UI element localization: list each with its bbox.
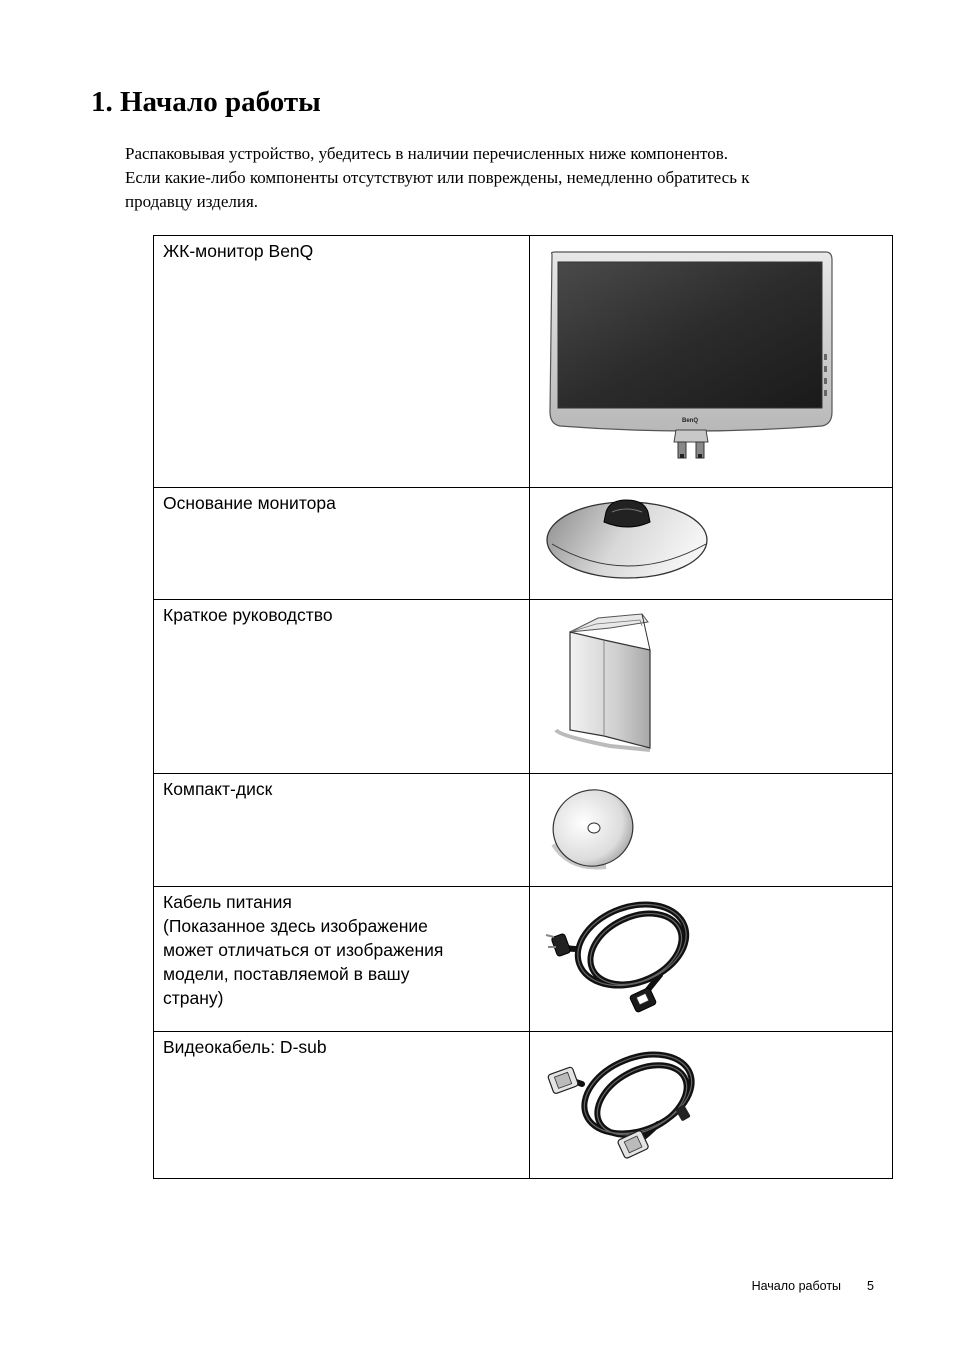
component-label: Компакт-диск bbox=[163, 779, 273, 799]
power-cable-image bbox=[530, 887, 892, 1032]
table-row bbox=[154, 488, 893, 600]
component-note-line: модели, поставляемой в вашу bbox=[163, 964, 410, 984]
intro-paragraph bbox=[125, 142, 865, 214]
component-label-cell bbox=[154, 1032, 530, 1179]
component-note-line: может отличаться от изображения bbox=[163, 940, 444, 960]
component-label-cell bbox=[154, 488, 530, 600]
components-table bbox=[153, 235, 893, 1179]
component-label: Видеокабель: D-sub bbox=[163, 1037, 327, 1057]
component-label-cell bbox=[154, 887, 530, 1032]
component-label: Краткое руководство bbox=[163, 605, 333, 625]
component-image-cell bbox=[530, 887, 893, 1032]
quick-guide-image bbox=[530, 600, 892, 774]
table-row bbox=[154, 600, 893, 774]
table-row bbox=[154, 774, 893, 887]
component-label-cell bbox=[154, 774, 530, 887]
component-image-cell bbox=[530, 1032, 893, 1179]
component-image-cell bbox=[530, 600, 893, 774]
monitor-base-image bbox=[530, 488, 892, 600]
component-label: Кабель питания bbox=[163, 892, 292, 912]
component-label-cell bbox=[154, 236, 530, 488]
component-label: Основание монитора bbox=[163, 493, 336, 513]
table-row bbox=[154, 1032, 893, 1179]
table-row bbox=[154, 236, 893, 488]
component-label-cell bbox=[154, 600, 530, 774]
component-image-cell bbox=[530, 488, 893, 600]
cd-disc-image bbox=[530, 774, 892, 887]
benq-logo: BenQ bbox=[681, 418, 699, 424]
page-number: 5 bbox=[867, 1279, 874, 1293]
dsub-cable-image bbox=[530, 1032, 892, 1179]
component-note-line: (Показанное здесь изображение bbox=[163, 916, 428, 936]
page-title: 1. Начало работы bbox=[91, 86, 321, 118]
table-row bbox=[154, 887, 893, 1032]
component-image-cell bbox=[530, 774, 893, 887]
lcd-monitor-image bbox=[530, 236, 892, 488]
intro-line: Распаковывая устройство, убедитесь в наличии перечисленных ниже компонентов. bbox=[125, 144, 728, 163]
intro-line: Если какие-либо компоненты отсутствуют или повреждены, немедленно обратитесь к bbox=[125, 168, 750, 187]
page-footer bbox=[752, 1278, 874, 1294]
component-image-cell bbox=[530, 236, 893, 488]
component-note-line: страну) bbox=[163, 988, 224, 1008]
intro-line: продавцу изделия. bbox=[125, 192, 259, 211]
component-label: ЖК-монитор BenQ bbox=[163, 241, 314, 261]
footer-section-name: Начало работы bbox=[751, 1279, 842, 1293]
